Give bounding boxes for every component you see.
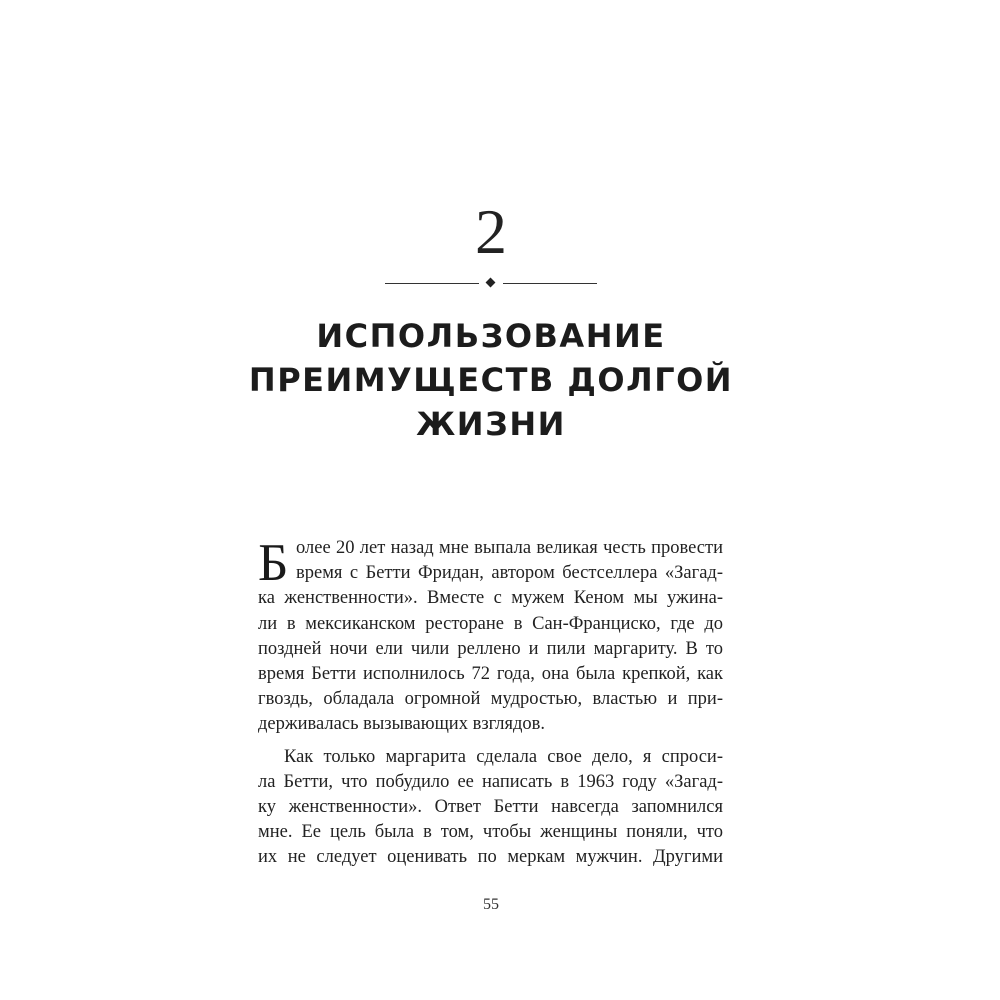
text-line: ка женственности». Вместе с мужем Кеном мы ужина- <box>258 588 723 609</box>
paragraph-spacer <box>258 738 723 745</box>
paragraph-1 <box>258 536 723 738</box>
chapter-title-line-3: ЖИЗНИ <box>416 405 566 443</box>
text-line: олее 20 лет назад мне выпала великая честь провести <box>296 538 723 558</box>
drop-cap-letter: Б <box>258 534 289 592</box>
text-line: ла Бетти, что побудило ее написать в 1963 году «Загад- <box>258 771 723 792</box>
text-line: ли в мексиканском ресторане в Сан-Франциско, где до <box>258 613 723 634</box>
divider-rule-right <box>503 283 597 284</box>
text-line: Как только маргарита сделала свое дело, я спроси- <box>284 746 723 767</box>
text-line: ку женственности». Ответ Бетти навсегда запомнился <box>258 796 723 817</box>
chapter-title-line-1: ИСПОЛЬЗОВАНИЕ <box>316 317 666 355</box>
text-line: мне. Ее цель была в том, чтобы женщины поняли, что <box>258 822 723 843</box>
text-line: время Бетти исполнилось 72 года, она была крепкой, как <box>258 663 723 684</box>
paragraph-2 <box>258 745 723 871</box>
text-line: время с Бетти Фридан, автором бестселлера «Загад- <box>296 563 723 584</box>
chapter-title <box>0 314 982 446</box>
divider-rule-left <box>385 283 479 284</box>
page-number: 55 <box>483 896 499 913</box>
chapter-body <box>258 536 723 870</box>
text-line: держивалась вызывающих взглядов. <box>258 714 546 735</box>
text-line: гвоздь, обладала огромной мудростью, властью и при- <box>258 689 723 710</box>
chapter-title-line-2: ПРЕИМУЩЕСТВ ДОЛГОЙ <box>248 361 734 399</box>
chapter-ornament-divider <box>385 276 597 290</box>
text-line: поздней ночи ели чили реллено и пили маргариту. В то <box>258 638 723 659</box>
diamond-ornament-icon <box>486 278 496 288</box>
text-line: их не следует оценивать по меркам мужчин. Другими <box>258 847 723 868</box>
chapter-number: 2 <box>475 196 507 267</box>
